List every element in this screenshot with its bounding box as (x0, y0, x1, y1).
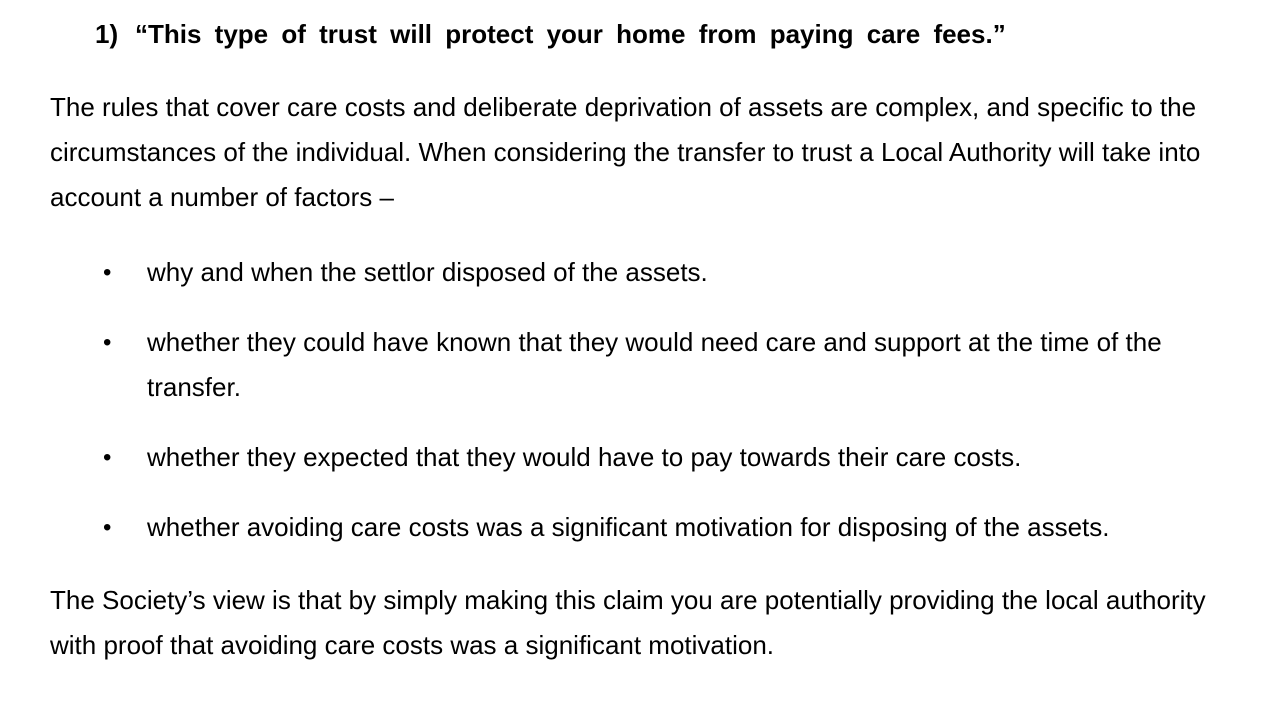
list-item (103, 320, 1232, 410)
section-heading (95, 12, 1232, 57)
bullet-icon: • (103, 259, 112, 286)
closing-paragraph: The Society’s view is that by simply making this claim you are potentially providing the local authority with proof that avoiding care costs was a significant motivation. (50, 585, 1206, 660)
bullet-icon: • (103, 329, 112, 356)
heading-text: “This type of trust will protect your home from paying care fees.” (135, 19, 1006, 49)
bullet-list (103, 250, 1232, 550)
list-item (103, 435, 1232, 480)
list-item (103, 250, 1232, 295)
bullet-icon: • (103, 444, 112, 471)
bullet-text: whether they expected that they would have to pay towards their care costs. (147, 442, 1022, 472)
bullet-text: why and when the settlor disposed of the assets. (147, 257, 708, 287)
bullet-icon: • (103, 514, 112, 541)
bullet-text: whether they could have known that they would need care and support at the time of the transfer. (147, 327, 1162, 402)
intro-paragraph: The rules that cover care costs and deliberate deprivation of assets are complex, and specific to the circumstances of the individual. When considering the transfer to trust a Local Authority will take into account a number of factors – (50, 92, 1201, 212)
bullet-text: whether avoiding care costs was a significant motivation for disposing of the assets. (147, 512, 1110, 542)
list-item (103, 505, 1232, 550)
heading-number: 1) (95, 19, 119, 49)
